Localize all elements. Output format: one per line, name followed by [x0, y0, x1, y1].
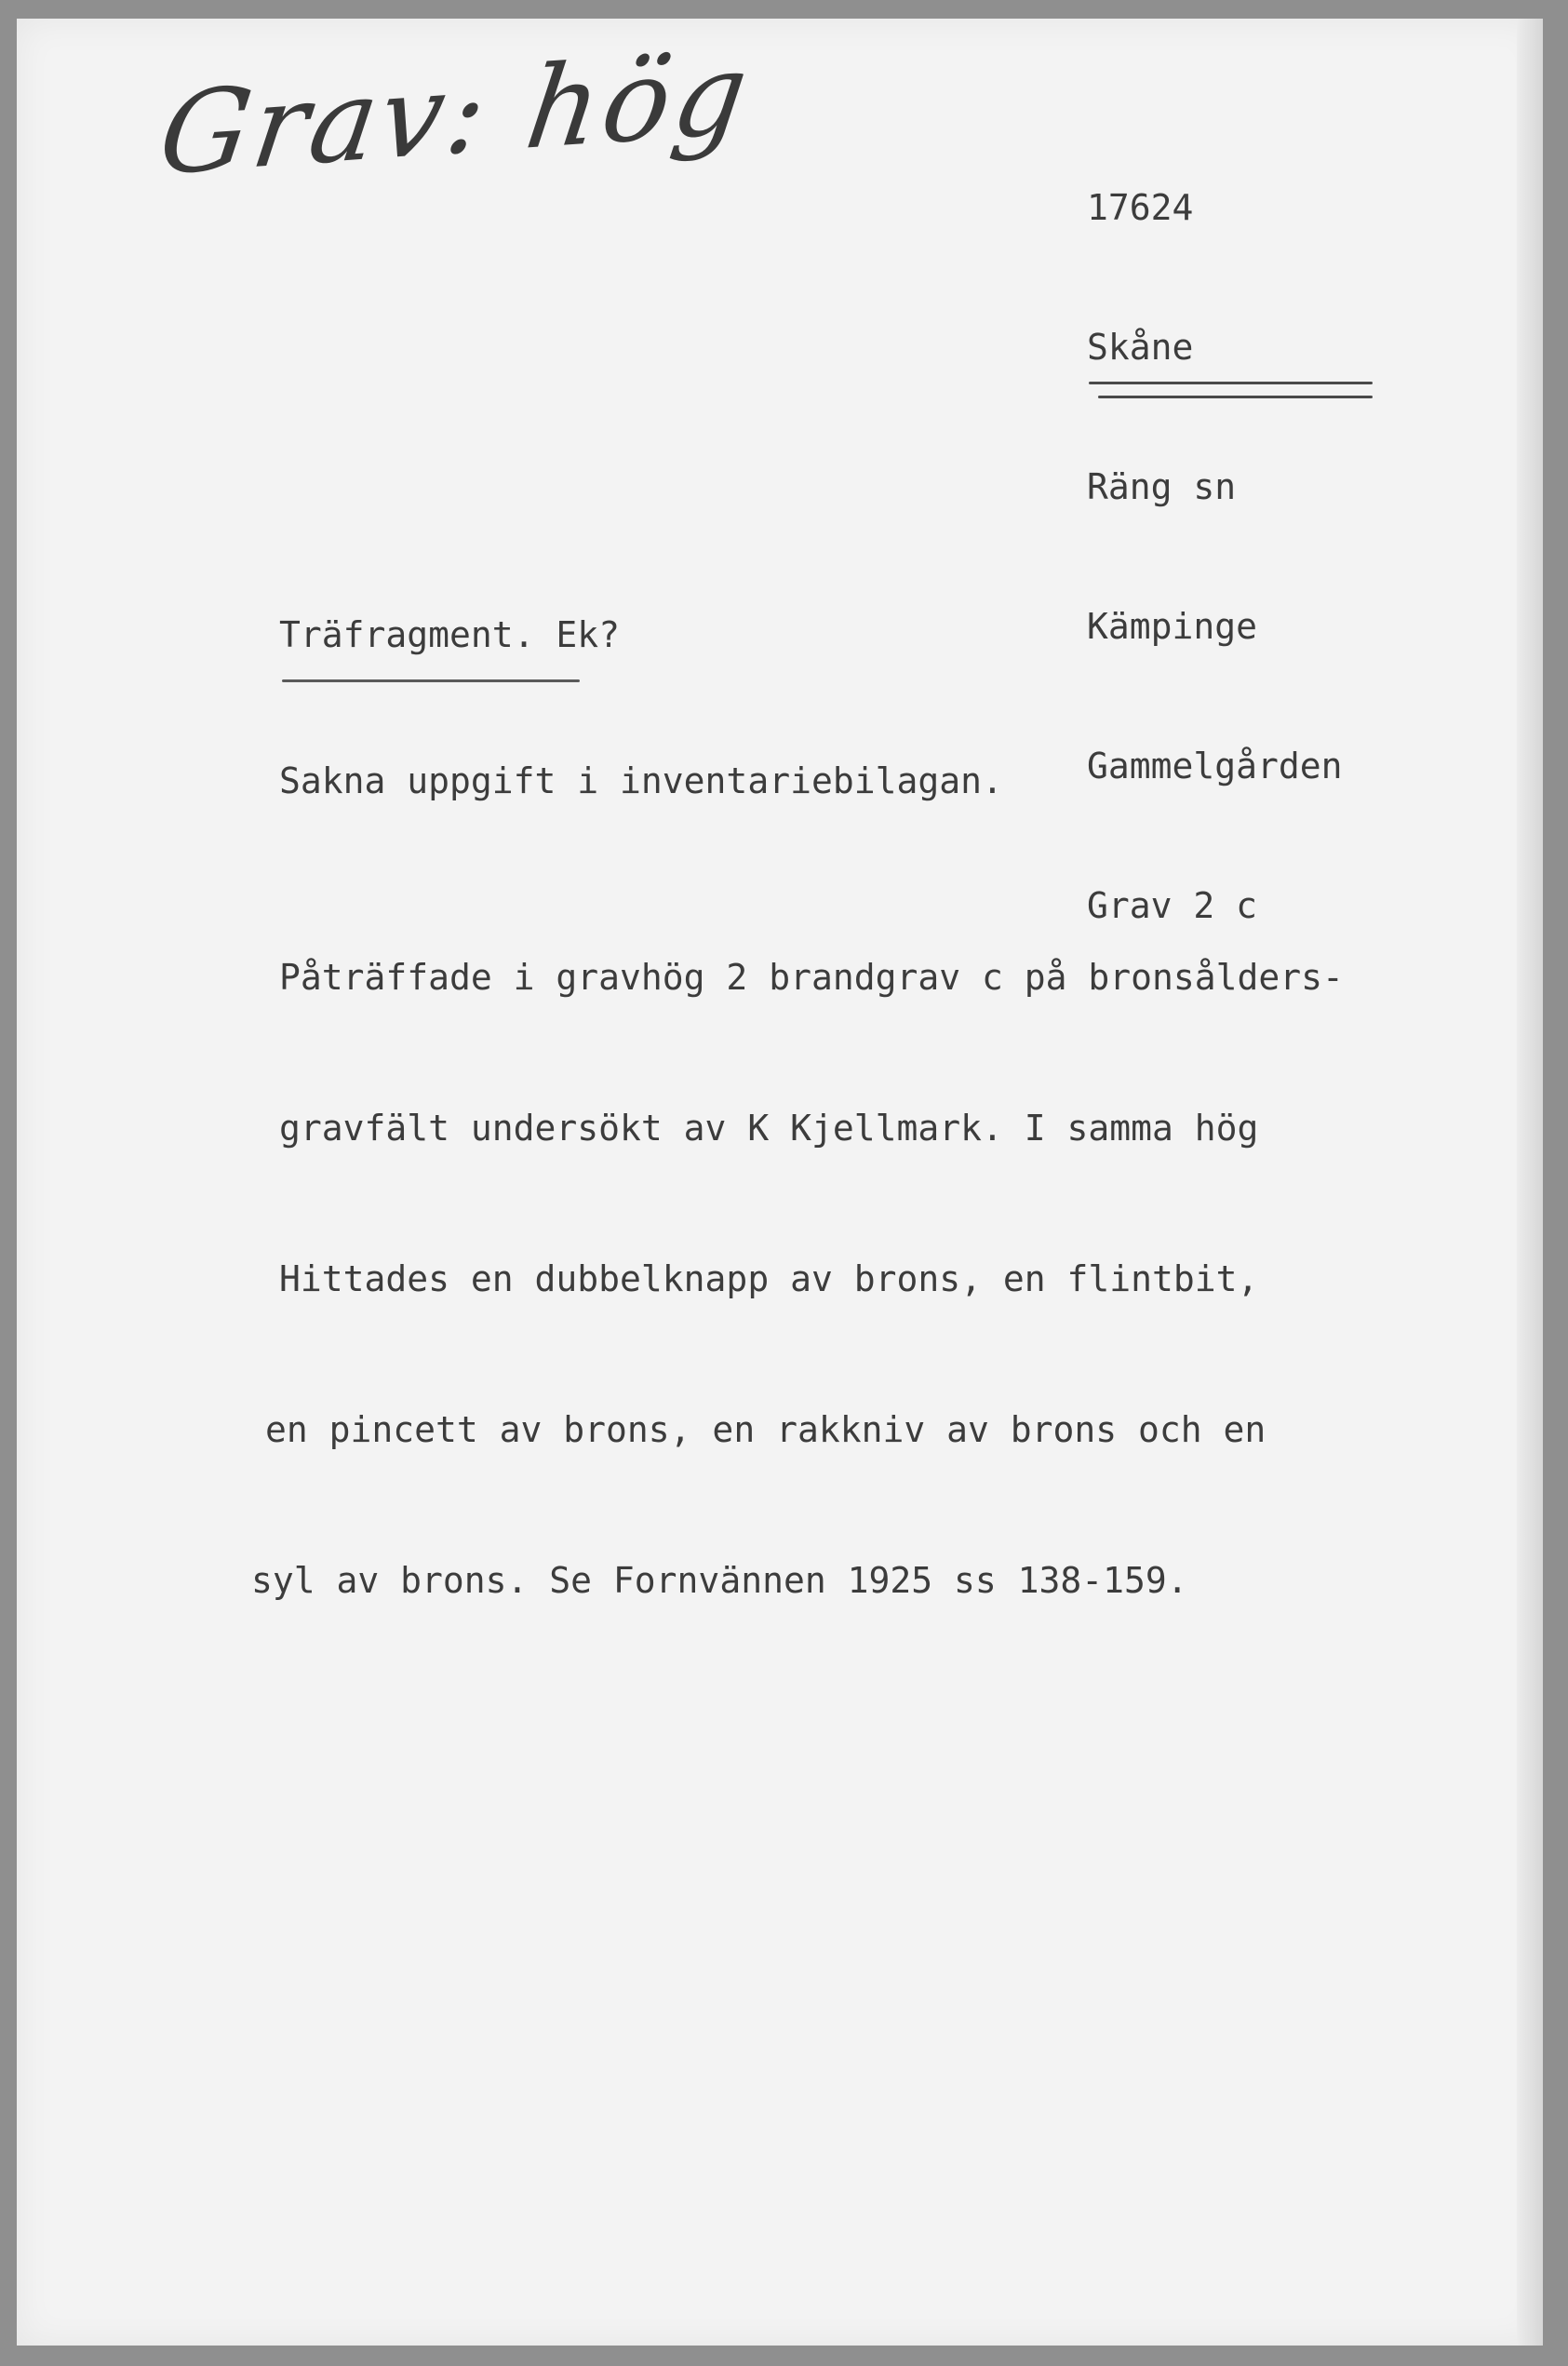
description-line: Hittades en dubbelknapp av brons, en flintbit,	[279, 1258, 1259, 1299]
grave-label: Grav 2 c	[1087, 885, 1258, 926]
place-label: Kämpinge	[1087, 606, 1258, 647]
description-line: Påträffade i gravhög 2 brandgrav c på bronsålders-	[279, 957, 1344, 998]
header-underline-top	[1089, 382, 1373, 384]
title-underline	[282, 679, 580, 682]
farm-label: Gammelgården	[1087, 746, 1343, 786]
description-line: en pincett av brons, en rakkniv av brons och en	[265, 1409, 1266, 1450]
region-label: Skåne	[1087, 327, 1194, 368]
object-title: Träfragment. Ek?	[279, 614, 621, 655]
description-line: syl av brons. Se Fornvännen 1925 ss 138-159.	[251, 1560, 1188, 1601]
description-line: gravfält undersökt av K Kjellmark. I samma hög	[279, 1108, 1259, 1149]
catalog-number: 17624	[1087, 187, 1194, 228]
catalog-card	[17, 19, 1543, 2346]
inventory-note: Sakna uppgift i inventariebilagan.	[279, 760, 1003, 801]
header-underline-bottom	[1098, 396, 1373, 398]
card-edge	[1517, 19, 1543, 2346]
handwritten-category-note: Grav: hög	[152, 28, 758, 201]
find-description	[251, 852, 1344, 1706]
parish-label: Räng sn	[1087, 466, 1237, 507]
